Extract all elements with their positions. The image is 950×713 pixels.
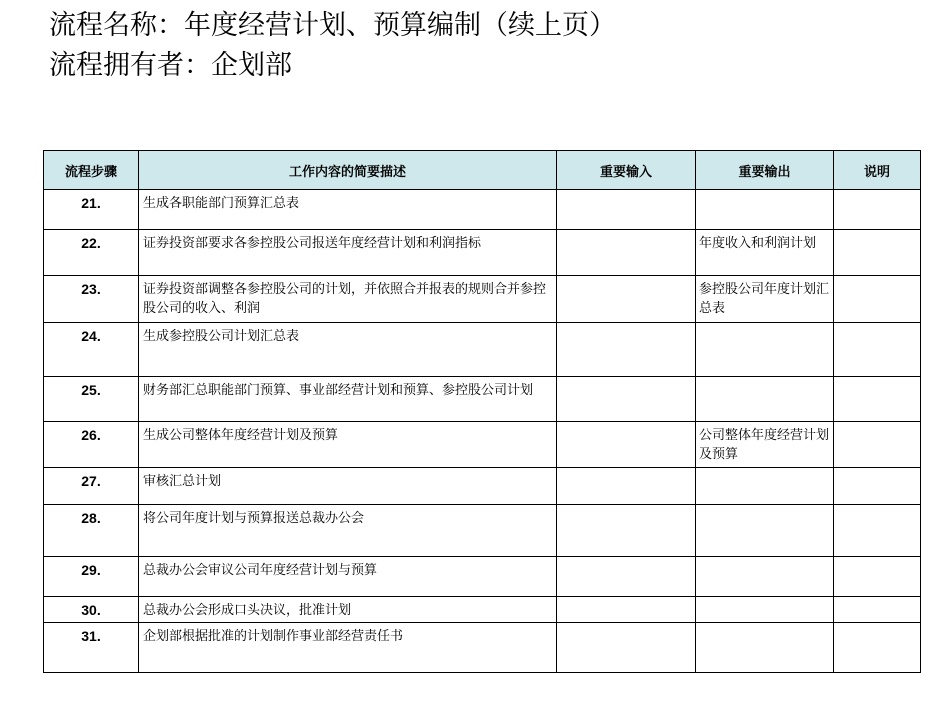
step-output: 公司整体年度经营计划及预算 — [696, 422, 834, 468]
step-description: 生成各职能部门预算汇总表 — [139, 190, 557, 230]
step-number: 27. — [44, 468, 139, 505]
step-description: 企划部根据批准的计划制作事业部经营责任书 — [139, 623, 557, 673]
step-number: 28. — [44, 505, 139, 557]
table-row — [44, 422, 921, 468]
step-output — [696, 190, 834, 230]
column-header-note: 说明 — [834, 151, 921, 190]
step-note — [834, 597, 921, 623]
column-header-step: 流程步骤 — [44, 151, 139, 190]
step-input — [557, 623, 696, 673]
table-row — [44, 597, 921, 623]
step-note — [834, 276, 921, 323]
step-description: 将公司年度计划与预算报送总裁办公会 — [139, 505, 557, 557]
table-row — [44, 505, 921, 557]
table-row — [44, 468, 921, 505]
step-description: 总裁办公会形成口头决议，批准计划 — [139, 597, 557, 623]
step-output: 年度收入和利润计划 — [696, 230, 834, 276]
step-number: 31. — [44, 623, 139, 673]
table-row — [44, 623, 921, 673]
step-number: 26. — [44, 422, 139, 468]
step-number: 21. — [44, 190, 139, 230]
step-note — [834, 190, 921, 230]
step-number: 29. — [44, 557, 139, 597]
step-output: 参控股公司年度计划汇总表 — [696, 276, 834, 323]
table-row — [44, 377, 921, 422]
step-output — [696, 597, 834, 623]
step-input — [557, 190, 696, 230]
step-number: 30. — [44, 597, 139, 623]
step-output — [696, 623, 834, 673]
step-note — [834, 505, 921, 557]
table-row — [44, 276, 921, 323]
step-note — [834, 323, 921, 377]
step-description: 审核汇总计划 — [139, 468, 557, 505]
step-description: 生成参控股公司计划汇总表 — [139, 323, 557, 377]
step-note — [834, 557, 921, 597]
step-input — [557, 276, 696, 323]
step-description: 生成公司整体年度经营计划及预算 — [139, 422, 557, 468]
step-description: 财务部汇总职能部门预算、事业部经营计划和预算、参控股公司计划 — [139, 377, 557, 422]
step-description: 证券投资部调整各参控股公司的计划，并依照合并报表的规则合并参控股公司的收入、利润 — [139, 276, 557, 323]
step-input — [557, 323, 696, 377]
table-row — [44, 190, 921, 230]
table-row — [44, 557, 921, 597]
step-note — [834, 377, 921, 422]
step-number: 22. — [44, 230, 139, 276]
step-note — [834, 422, 921, 468]
step-output — [696, 323, 834, 377]
step-note — [834, 468, 921, 505]
step-input — [557, 468, 696, 505]
step-number: 25. — [44, 377, 139, 422]
step-output — [696, 377, 834, 422]
table-row — [44, 230, 921, 276]
step-note — [834, 623, 921, 673]
table-row — [44, 323, 921, 377]
step-input — [557, 557, 696, 597]
process-table — [43, 150, 921, 673]
process-owner: 流程拥有者：企划部 — [49, 50, 292, 81]
step-description: 总裁办公会审议公司年度经营计划与预算 — [139, 557, 557, 597]
step-number: 23. — [44, 276, 139, 323]
column-header-output: 重要输出 — [696, 151, 834, 190]
column-header-description: 工作内容的简要描述 — [139, 151, 557, 190]
step-output — [696, 505, 834, 557]
step-description: 证券投资部要求各参控股公司报送年度经营计划和利润指标 — [139, 230, 557, 276]
step-note — [834, 230, 921, 276]
step-input — [557, 422, 696, 468]
step-input — [557, 377, 696, 422]
table-header-row — [44, 151, 921, 190]
step-output — [696, 557, 834, 597]
step-input — [557, 230, 696, 276]
step-output — [696, 468, 834, 505]
step-number: 24. — [44, 323, 139, 377]
page-title: 流程名称：年度经营计划、预算编制（续上页） — [49, 10, 616, 41]
column-header-input: 重要输入 — [557, 151, 696, 190]
step-input — [557, 597, 696, 623]
step-input — [557, 505, 696, 557]
